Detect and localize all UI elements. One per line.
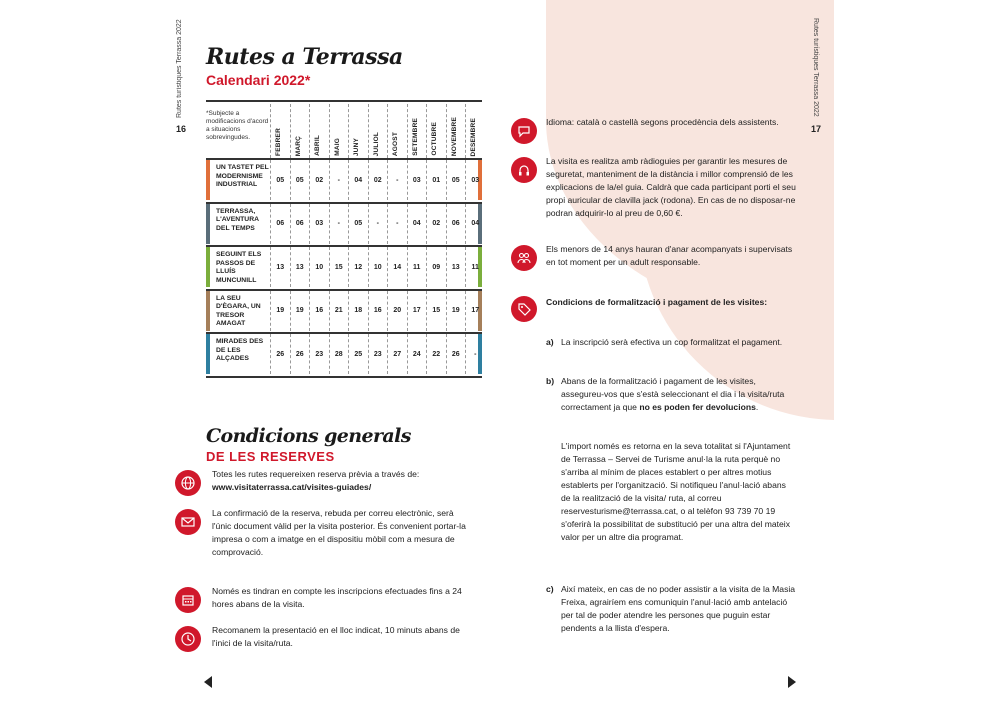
date-cell: 20 (387, 291, 407, 331)
month-header (426, 104, 446, 158)
date-cell: 26 (290, 334, 310, 374)
table-row (206, 245, 482, 287)
page-title: Rutes a Terrassa (206, 44, 403, 70)
route-name: TERRASSA, L'AVENTURA DEL TEMPS (216, 207, 259, 232)
month-label: ABRIL (314, 135, 321, 156)
date-cell: - (387, 204, 407, 244)
month-header (407, 104, 427, 158)
date-cell: 22 (426, 334, 446, 374)
date-cell: 17 (465, 291, 485, 331)
conditions-subtitle: DE LES RESERVES (206, 449, 335, 464)
route-name: LA SEU D'ÈGARA, UN TRESOR AMAGAT (216, 294, 261, 328)
table-row (206, 332, 482, 374)
condition-text: Només es tindran en compte les inscripcions efectuades fins a 24 hores abans de la visita. (212, 586, 462, 609)
month-header (290, 104, 310, 158)
route-color-bar (206, 334, 210, 374)
month-label: OCTUBRE (431, 122, 438, 156)
date-cell: 27 (387, 334, 407, 374)
emphasis-text: no es poden fer devolucions (639, 402, 756, 412)
list-label: b) (546, 376, 555, 386)
date-cell: 23 (309, 334, 329, 374)
route-name: UN TASTET PEL MODERNISME INDUSTRIAL (216, 164, 269, 188)
date-cell: 05 (270, 160, 290, 200)
sentence-end: . (755, 402, 759, 412)
month-header (270, 104, 290, 158)
date-cell: - (368, 204, 388, 244)
condition-item (212, 468, 482, 494)
header-vertical-text: Rutes turístiques Terrassa 2022 (176, 19, 183, 118)
date-cell: 19 (446, 291, 466, 331)
date-cell: 15 (329, 247, 349, 287)
date-cell: 13 (270, 247, 290, 287)
date-cell: 03 (407, 160, 427, 200)
route-color-bar (206, 247, 210, 287)
month-header (348, 104, 368, 158)
condition-text: La confirmació de la reserva, rebuda per correu electrònic, serà l'únic document vàlid per la visita posterior. És convenient portar-la impresa o com a imatge en el dispositiu mòbil com a mesura de comprovació. (212, 508, 466, 557)
date-cell: 06 (290, 204, 310, 244)
condition-text: Recomanem la presentació en el lloc indicat, 10 minuts abans de l'inici de la visita/ruta. (212, 625, 460, 648)
date-cell: 05 (348, 204, 368, 244)
month-label: NOVEMBRE (450, 116, 458, 156)
page-number: 17 (811, 124, 822, 134)
date-cell: 16 (368, 291, 388, 331)
date-cell: 24 (407, 334, 427, 374)
month-header (368, 104, 388, 158)
date-cell: 10 (309, 247, 329, 287)
date-cell: 02 (426, 204, 446, 244)
date-cell: 26 (446, 334, 466, 374)
month-label: MAIG (333, 138, 341, 156)
condition-text: Totes les rutes requereixen reserva prèvia a través de: (212, 469, 420, 479)
date-cell: 03 (309, 204, 329, 244)
page-subtitle: Calendari 2022* (206, 72, 311, 88)
date-cell: 18 (348, 291, 368, 331)
clock-icon (175, 626, 201, 652)
table-rule (206, 376, 482, 378)
month-label: JULIOL (372, 131, 380, 156)
list-label: c) (546, 584, 554, 594)
date-cell: 14 (387, 247, 407, 287)
booking-link[interactable]: www.visitaterrassa.cat/visites-guiades/ (212, 482, 372, 492)
route-name: SEGUINT ELS PASSOS DE LLUÍS MUNCUNILL (216, 251, 262, 284)
left-page-header (176, 18, 188, 138)
date-cell: 05 (290, 160, 310, 200)
header-vertical-text: Rutes turístiques Terrassa 2022 (812, 18, 819, 117)
date-cell: - (329, 204, 349, 244)
month-header (446, 104, 466, 158)
family-icon (511, 245, 537, 271)
date-cell: 16 (309, 291, 329, 331)
sub-condition-item (561, 375, 797, 414)
condition-text: Els menors de 14 anys hauran d'anar acompanyats i supervisats en tot moment per un adult responsable. (546, 244, 793, 267)
date-cell: 12 (348, 247, 368, 287)
month-label: MARÇ (294, 135, 302, 156)
speech-bubble-icon (511, 118, 537, 144)
route-name: MIRADES DES DE LES ALÇADES (216, 338, 264, 363)
route-color-bar (206, 291, 210, 331)
list-label: a) (546, 337, 554, 347)
date-cell: 17 (407, 291, 427, 331)
route-color-bar (206, 204, 210, 244)
condition-text: Idioma: català o castellà segons procedència dels assistents. (546, 117, 779, 127)
right-page-header (812, 18, 824, 138)
condition-text: La visita es realitza amb ràdioguies per garantir les mesures de seguretat, manteniment de la distància i millor comprensió de les explicacions de la/el guia. Caldrà que cada participant porti el seu propi auricular de clavilla jack (rodona). En cas de no disposar-ne podran adquirir-lo al preu de 0,60 €. (546, 156, 796, 218)
date-cell: 19 (270, 291, 290, 331)
date-cell: 02 (309, 160, 329, 200)
month-label: SETEMBRE (411, 118, 419, 156)
envelope-icon (175, 509, 201, 535)
table-row (206, 202, 482, 244)
arrow-right-icon[interactable] (788, 676, 796, 688)
conditions-title: Condicions generals (206, 425, 411, 447)
date-cell: 06 (446, 204, 466, 244)
calendar-icon (175, 587, 201, 613)
globe-icon (175, 470, 201, 496)
date-cell: - (465, 334, 485, 374)
month-label: FEBRER (275, 128, 282, 156)
date-cell: 21 (329, 291, 349, 331)
date-cell: 19 (290, 291, 310, 331)
sub-condition-text: La inscripció serà efectiva un cop formalitzat el pagament. (561, 337, 783, 347)
date-cell: 15 (426, 291, 446, 331)
arrow-left-icon[interactable] (204, 676, 212, 688)
date-cell: - (387, 160, 407, 200)
month-label: JUNY (353, 137, 360, 156)
month-label: AGOST (392, 131, 399, 156)
price-tag-icon (511, 296, 537, 322)
month-label: DESEMBRE (470, 117, 477, 156)
month-header (329, 104, 349, 158)
sub-condition-text: Abans de la formalització i pagament de les visites, assegureu-vos que s'està seleccionant el dia i la visita/ruta correctament ja que (561, 376, 785, 412)
month-header (309, 104, 329, 158)
date-cell: 02 (368, 160, 388, 200)
date-cell: 23 (368, 334, 388, 374)
sub-condition-text: L'import només es retorna en la seva totalitat si l'Ajuntament de Terrassa – Servei de Turisme anul·la la ruta perquè no s'arriba al mínim de places establert o per altres motius establerts per l'organització. Si notifiqueu l'anul·lació abans de la realització de la visita/ ruta, al correu reservesturisme@terrassa.cat, o al telèfon 93 739 70 19 s'oferirà la possibilitat de substitució per una altra del mateix valor per un altre dia programat. (561, 441, 791, 542)
date-cell: 03 (465, 160, 485, 200)
date-cell: 04 (407, 204, 427, 244)
date-cell: 26 (270, 334, 290, 374)
date-cell: - (329, 160, 349, 200)
date-cell: 05 (446, 160, 466, 200)
table-row (206, 158, 482, 200)
month-header (465, 104, 485, 158)
date-cell: 11 (465, 247, 485, 287)
date-cell: 01 (426, 160, 446, 200)
date-cell: 28 (329, 334, 349, 374)
month-header (387, 104, 407, 158)
table-row (206, 289, 482, 331)
date-cell: 11 (407, 247, 427, 287)
condition-heading: Condicions de formalització i pagament de les visites: (546, 297, 768, 307)
page-number: 16 (176, 124, 187, 134)
date-cell: 13 (290, 247, 310, 287)
sub-condition-text: Així mateix, en cas de no poder assistir a la visita de la Masia Freixa, agrairíem ens comuniquin l'anul·lació amb antelació per tal de poder atendre les persones que puguin estar pendents a la llista d'espera. (561, 584, 796, 633)
date-cell: 06 (270, 204, 290, 244)
date-cell: 25 (348, 334, 368, 374)
footnote: *Subjecte a modificacions d'acord a situacions sobrevingudes. (206, 110, 269, 141)
date-cell: 04 (348, 160, 368, 200)
date-cell: 13 (446, 247, 466, 287)
date-cell: 10 (368, 247, 388, 287)
date-cell: 04 (465, 204, 485, 244)
route-color-bar (206, 160, 210, 200)
table-rule (206, 100, 482, 102)
headphones-icon (511, 157, 537, 183)
date-cell: 09 (426, 247, 446, 287)
